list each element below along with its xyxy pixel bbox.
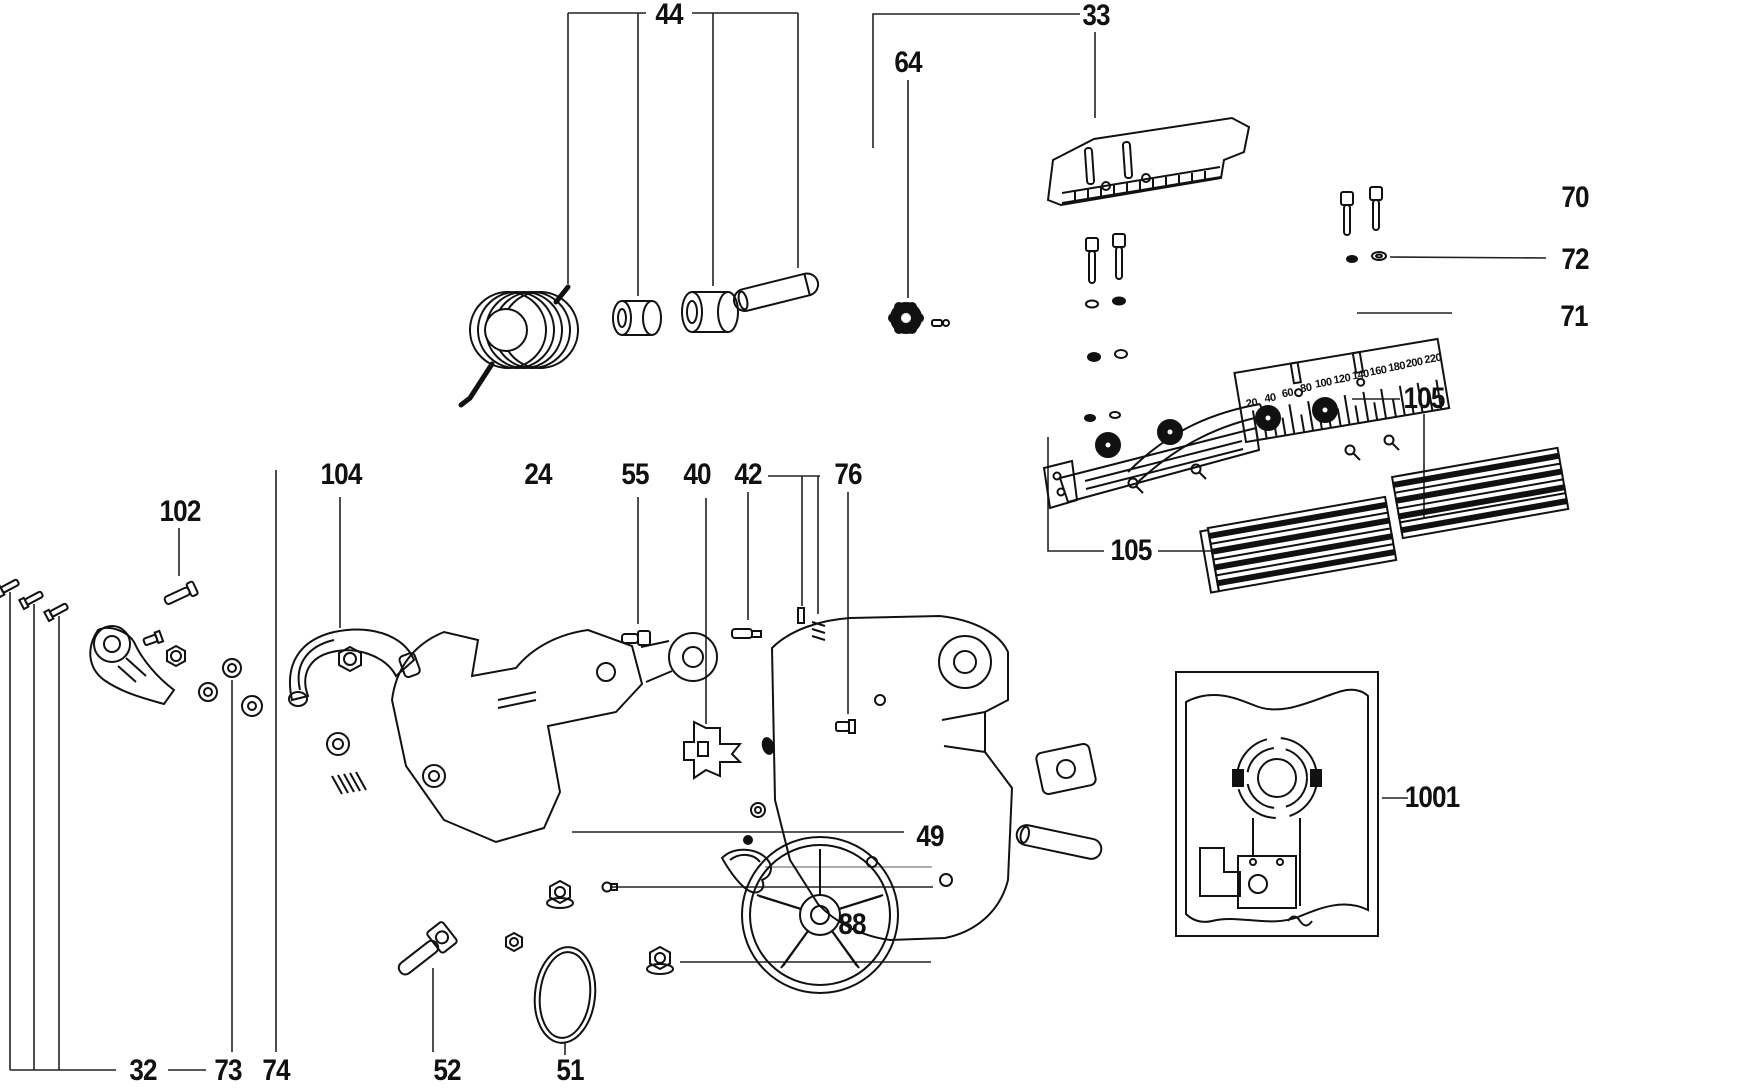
callout-102: 102 [159,495,201,528]
pivot-pin [732,271,821,313]
knob-64 [889,303,949,333]
cross-clamp-40 [684,722,740,778]
callout-51: 51 [556,1054,584,1087]
spoked-wheel [742,837,898,993]
scale-tick-label: 60 [1281,386,1295,401]
profile-rail-right [1392,448,1568,538]
screws-70 [1341,187,1382,235]
callout-71: 71 [1560,300,1588,333]
scale-tick-label: 140 [1351,367,1370,383]
socket-screws [1085,234,1127,421]
torsion-spring [461,287,578,405]
callout-40: 40 [683,458,711,491]
callout-33: 33 [1082,0,1110,32]
screw-102 [162,581,198,608]
bushing-large [682,292,738,332]
scale-tick-label: 80 [1299,381,1313,396]
callout-105-top: 105 [1403,382,1445,415]
callout-73: 73 [214,1054,242,1087]
screw-76 [836,720,855,733]
callout-32: 32 [129,1054,157,1087]
scale-tick-label: 180 [1387,359,1407,375]
pin-42 [732,629,761,638]
bushing-small [613,301,661,335]
callout-64: 64 [894,46,922,79]
flanged-nut-left [547,881,573,908]
o-ring-51 [530,944,600,1046]
callout-52: 52 [433,1054,461,1087]
callout-76: 76 [834,458,862,491]
cam-lever [90,626,366,794]
callout-49: 49 [916,820,944,853]
scale-tick-label: 20 [1245,396,1259,411]
callout-72: 72 [1561,243,1589,276]
callout-42: 42 [734,458,762,491]
bolt-52 [391,921,457,981]
bracket-left [392,630,717,842]
scale-tick-label: 40 [1263,391,1277,406]
scale-tick-label: 160 [1368,363,1388,379]
washer-ball [744,803,765,844]
callout-24: 24 [524,458,552,491]
pin-55 [622,631,650,645]
nut-small [506,933,522,951]
callout-105-mid: 105 [1110,534,1152,567]
small-pin-spring [761,608,825,755]
callout-88: 88 [838,908,866,941]
fence-stop [1048,118,1249,205]
callout-70: 70 [1561,181,1589,214]
flanged-nut-right [647,947,673,974]
scale-tick-label: 200 [1404,355,1424,371]
callout-1001: 1001 [1404,781,1460,814]
callout-104: 104 [320,458,362,491]
callout-44: 44 [655,0,683,31]
scale-tick-label: 100 [1314,376,1333,391]
nut-72 [1347,252,1386,262]
inset-1001 [1176,672,1378,936]
profile-rail-left [1200,497,1396,593]
callout-74: 74 [262,1054,290,1087]
wire-clip-49 [722,850,771,893]
fence-rail [1044,428,1259,508]
scale-tick-label: 120 [1332,371,1352,387]
callout-55: 55 [621,458,649,491]
scale-tick-label: 220 [1423,351,1443,367]
bracket-tall [772,616,1103,940]
